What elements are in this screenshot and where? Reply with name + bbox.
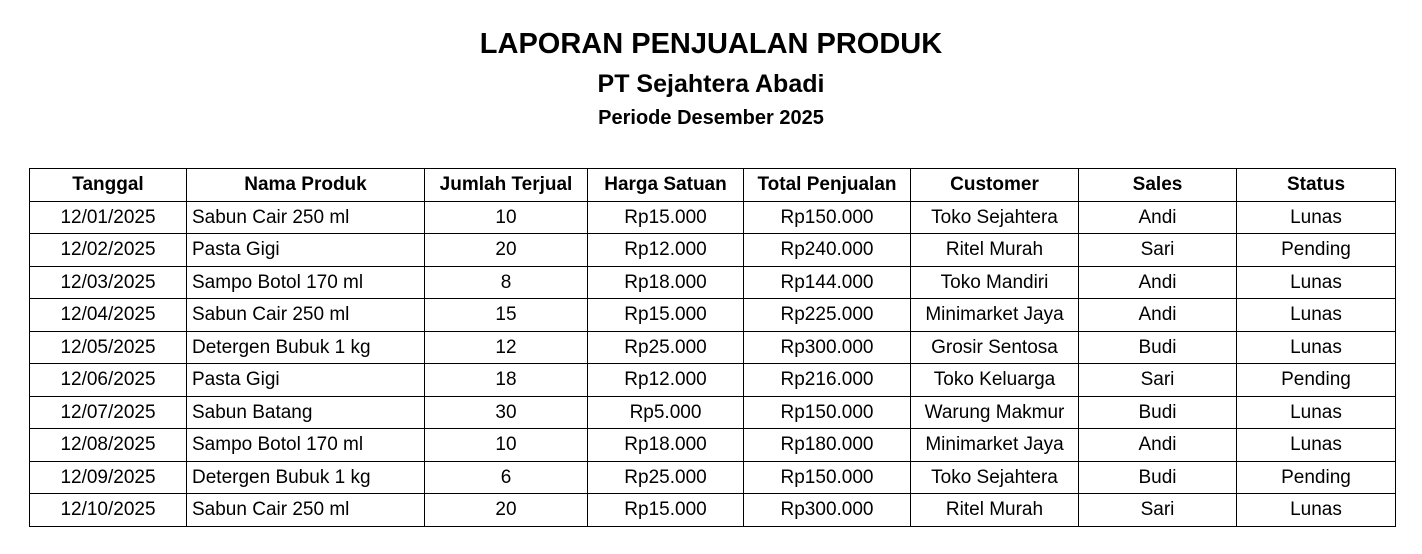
cell-date: 12/01/2025 [30,201,187,234]
table-row [30,234,1396,267]
cell-quantity: 20 [425,494,588,527]
cell-quantity: 10 [425,201,588,234]
company-name: PT Sejahtera Abadi [597,70,825,98]
cell-status: Pending [1237,461,1396,494]
cell-quantity: 6 [425,461,588,494]
cell-unit-price: Rp18.000 [588,266,744,299]
table-row [30,266,1396,299]
cell-customer: Warung Makmur [911,396,1079,429]
cell-status: Pending [1237,234,1396,267]
cell-total: Rp300.000 [744,331,911,364]
cell-unit-price: Rp25.000 [588,461,744,494]
cell-status: Lunas [1237,396,1396,429]
table-row [30,494,1396,527]
cell-sales: Sari [1079,364,1237,397]
cell-date: 12/09/2025 [30,461,187,494]
cell-customer: Ritel Murah [911,234,1079,267]
cell-total: Rp225.000 [744,299,911,332]
table-row [30,461,1396,494]
report-period: Periode Desember 2025 [598,107,824,129]
cell-status: Lunas [1237,299,1396,332]
cell-quantity: 15 [425,299,588,332]
cell-product: Sabun Cair 250 ml [187,299,425,332]
table-row [30,364,1396,397]
cell-customer: Toko Sejahtera [911,461,1079,494]
cell-unit-price: Rp12.000 [588,364,744,397]
cell-sales: Budi [1079,461,1237,494]
cell-sales: Sari [1079,234,1237,267]
cell-date: 12/02/2025 [30,234,187,267]
column-header-quantity: Jumlah Terjual [425,169,588,202]
cell-date: 12/03/2025 [30,266,187,299]
cell-sales: Sari [1079,494,1237,527]
cell-product: Pasta Gigi [187,364,425,397]
cell-date: 12/06/2025 [30,364,187,397]
cell-status: Lunas [1237,331,1396,364]
table-row [30,396,1396,429]
cell-unit-price: Rp12.000 [588,234,744,267]
cell-total: Rp144.000 [744,266,911,299]
cell-total: Rp180.000 [744,429,911,462]
cell-unit-price: Rp15.000 [588,299,744,332]
cell-product: Sabun Batang [187,396,425,429]
cell-product: Sabun Cair 250 ml [187,201,425,234]
cell-date: 12/10/2025 [30,494,187,527]
cell-total: Rp240.000 [744,234,911,267]
cell-customer: Toko Keluarga [911,364,1079,397]
sales-table [29,168,1396,527]
cell-unit-price: Rp15.000 [588,201,744,234]
cell-product: Pasta Gigi [187,234,425,267]
table-row [30,201,1396,234]
cell-product: Sampo Botol 170 ml [187,429,425,462]
cell-sales: Andi [1079,201,1237,234]
cell-customer: Grosir Sentosa [911,331,1079,364]
cell-unit-price: Rp15.000 [588,494,744,527]
table-row [30,429,1396,462]
cell-date: 12/07/2025 [30,396,187,429]
cell-quantity: 12 [425,331,588,364]
cell-sales: Andi [1079,429,1237,462]
cell-date: 12/08/2025 [30,429,187,462]
column-header-customer: Customer [911,169,1079,202]
cell-status: Lunas [1237,266,1396,299]
cell-date: 12/05/2025 [30,331,187,364]
column-header-status: Status [1237,169,1396,202]
table-body [30,201,1396,526]
cell-customer: Minimarket Jaya [911,429,1079,462]
cell-sales: Budi [1079,331,1237,364]
cell-product: Sabun Cair 250 ml [187,494,425,527]
cell-total: Rp150.000 [744,201,911,234]
cell-total: Rp300.000 [744,494,911,527]
cell-date: 12/04/2025 [30,299,187,332]
cell-quantity: 10 [425,429,588,462]
cell-unit-price: Rp5.000 [588,396,744,429]
cell-total: Rp150.000 [744,396,911,429]
cell-product: Detergen Bubuk 1 kg [187,461,425,494]
cell-customer: Minimarket Jaya [911,299,1079,332]
column-header-product: Nama Produk [187,169,425,202]
table-header-row [30,169,1396,202]
table-row [30,331,1396,364]
table-row [30,299,1396,332]
cell-customer: Ritel Murah [911,494,1079,527]
cell-sales: Budi [1079,396,1237,429]
cell-product: Sampo Botol 170 ml [187,266,425,299]
column-header-unit-price: Harga Satuan [588,169,744,202]
cell-sales: Andi [1079,299,1237,332]
cell-unit-price: Rp18.000 [588,429,744,462]
cell-quantity: 20 [425,234,588,267]
cell-quantity: 18 [425,364,588,397]
cell-sales: Andi [1079,266,1237,299]
column-header-total: Total Penjualan [744,169,911,202]
cell-total: Rp216.000 [744,364,911,397]
cell-product: Detergen Bubuk 1 kg [187,331,425,364]
column-header-sales: Sales [1079,169,1237,202]
report-title: LAPORAN PENJUALAN PRODUK [479,28,943,60]
cell-customer: Toko Mandiri [911,266,1079,299]
cell-status: Lunas [1237,201,1396,234]
cell-customer: Toko Sejahtera [911,201,1079,234]
cell-quantity: 8 [425,266,588,299]
cell-status: Lunas [1237,494,1396,527]
cell-quantity: 30 [425,396,588,429]
cell-unit-price: Rp25.000 [588,331,744,364]
column-header-date: Tanggal [30,169,187,202]
cell-status: Pending [1237,364,1396,397]
cell-status: Lunas [1237,429,1396,462]
cell-total: Rp150.000 [744,461,911,494]
